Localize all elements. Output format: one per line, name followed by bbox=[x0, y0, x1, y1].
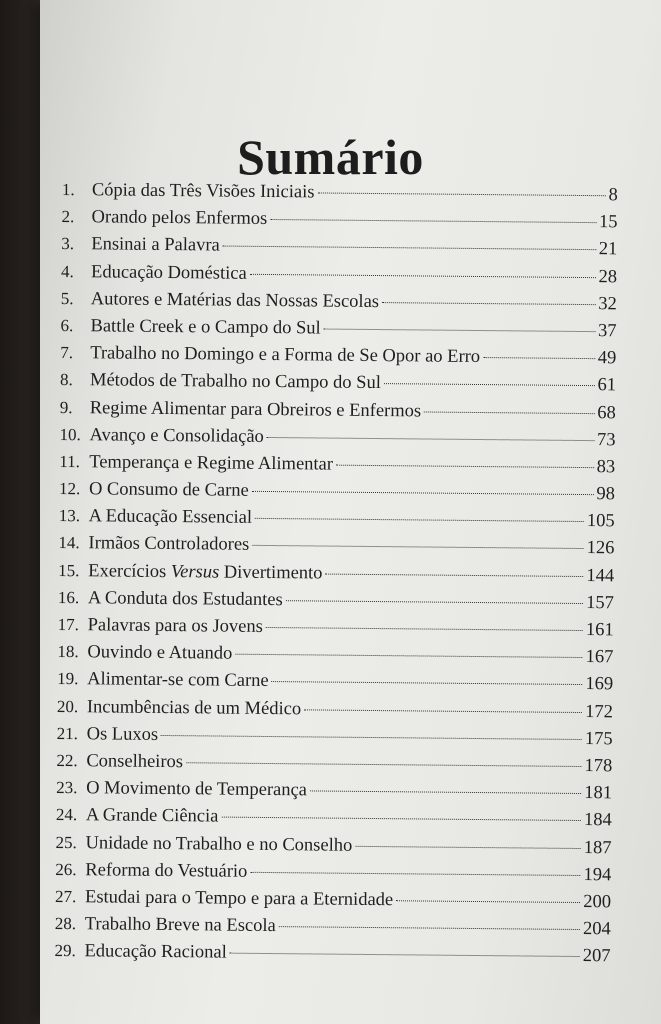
dot-leader bbox=[310, 791, 581, 795]
toc-entry-title: Trabalho no Domingo e a Forma de Se Opor ao Erro bbox=[90, 343, 481, 368]
toc-entry-number: 24. bbox=[55, 805, 78, 825]
dot-leader bbox=[396, 900, 580, 903]
dot-leader bbox=[324, 328, 595, 332]
dot-leader bbox=[267, 437, 594, 441]
toc-entry-title-part: Divertimento bbox=[223, 562, 323, 584]
toc-entry-number: 25. bbox=[55, 832, 77, 852]
toc-entry-title: Avanço e Consolidação bbox=[89, 424, 264, 447]
toc-entry-title: Palavras para os Jovens bbox=[87, 615, 263, 637]
toc-entry bbox=[55, 910, 611, 943]
toc-entry-title: Battle Creek e o Campo do Sul bbox=[90, 316, 321, 339]
toc-entry-title: O Movimento de Temperança bbox=[86, 778, 308, 801]
toc-entry-page-number: 178 bbox=[584, 755, 613, 777]
dot-leader bbox=[250, 872, 580, 876]
toc-entry-title: Irmãos Controladores bbox=[88, 533, 250, 556]
toc-entry-number: 20. bbox=[56, 696, 79, 716]
dot-leader bbox=[424, 411, 594, 414]
dot-leader bbox=[270, 219, 596, 223]
dot-leader bbox=[221, 817, 581, 821]
dot-leader bbox=[230, 953, 580, 957]
toc-entry bbox=[57, 638, 613, 671]
dot-leader bbox=[317, 192, 605, 196]
toc-entry-page-number: 61 bbox=[597, 375, 617, 396]
dot-leader bbox=[355, 845, 581, 848]
toc-entry-page-number: 49 bbox=[597, 348, 617, 369]
toc-entry-number: 15. bbox=[58, 560, 80, 580]
toc-entry-number: 26. bbox=[55, 859, 77, 879]
toc-entry-number: 2. bbox=[61, 207, 75, 227]
toc-entry-number: 8. bbox=[59, 370, 73, 390]
toc-entry-number: 19. bbox=[57, 669, 79, 689]
dot-leader bbox=[252, 545, 583, 549]
toc-entry-title: Temperança e Regime Alimentar bbox=[89, 452, 334, 475]
dot-leader bbox=[483, 357, 595, 359]
toc-entry-title: Os Luxos bbox=[86, 724, 159, 745]
toc-entry bbox=[60, 339, 616, 372]
toc-entry bbox=[57, 693, 613, 726]
toc-entry-title: Alimentar-se com Carne bbox=[87, 669, 269, 692]
toc-entry-title: A Educação Essencial bbox=[88, 506, 253, 529]
toc-entry-page-number: 184 bbox=[583, 810, 612, 831]
toc-entry bbox=[59, 475, 615, 508]
toc-entry-number: 23. bbox=[56, 778, 78, 798]
toc-entry-page-number: 21 bbox=[598, 239, 618, 260]
toc-entry bbox=[56, 801, 612, 834]
toc-entry-title-italic: Versus bbox=[170, 561, 220, 583]
toc-entry bbox=[57, 665, 613, 698]
toc-entry bbox=[61, 203, 617, 236]
dot-leader bbox=[235, 654, 582, 658]
dot-leader bbox=[223, 246, 596, 251]
toc-entry bbox=[58, 529, 614, 562]
toc-entry-page-number: 207 bbox=[582, 946, 611, 967]
toc-entry-title: Autores e Matérias das Nossas Escolas bbox=[90, 289, 380, 312]
dot-leader bbox=[279, 926, 580, 930]
toc-entry-number: 22. bbox=[56, 750, 78, 771]
toc-entry bbox=[59, 421, 615, 454]
toc-entry-title: Conselheiros bbox=[86, 751, 184, 773]
toc-entry-title bbox=[88, 558, 323, 587]
toc-entry-number: 18. bbox=[57, 642, 79, 662]
toc-entry-page-number: 172 bbox=[585, 701, 613, 722]
toc-entry bbox=[58, 611, 614, 644]
toc-entry-title: Regime Alimentar para Obreiros e Enfermos bbox=[89, 397, 422, 421]
toc-entry-page-number: 73 bbox=[596, 429, 616, 451]
dot-leader bbox=[272, 681, 583, 685]
toc-entry bbox=[60, 312, 616, 345]
toc-entry-title: Estudai para o Tempo e para a Eternidade bbox=[84, 887, 394, 911]
toc-entry-page-number: 28 bbox=[598, 266, 618, 287]
dot-leader bbox=[286, 600, 583, 604]
dot-leader bbox=[186, 762, 582, 767]
toc-entry bbox=[58, 557, 614, 590]
toc-entry bbox=[55, 856, 611, 889]
toc-entry-title: A Conduta dos Estudantes bbox=[87, 588, 283, 610]
toc-entry-page-number: 157 bbox=[586, 592, 615, 614]
toc-entry bbox=[57, 720, 613, 753]
toc-entry-title: Educação Racional bbox=[84, 941, 227, 963]
toc-entry-number: 14. bbox=[58, 533, 80, 553]
dot-leader bbox=[252, 491, 594, 495]
toc-entry-page-number: 8 bbox=[608, 185, 618, 206]
toc-entry-page-number: 175 bbox=[584, 728, 613, 750]
toc-entry-page-number: 68 bbox=[597, 402, 616, 423]
toc-entry-page-number: 169 bbox=[585, 674, 614, 695]
toc-entry-title: Reforma do Vestuário bbox=[85, 859, 248, 882]
toc-entry-number: 21. bbox=[56, 723, 78, 743]
toc-entry-page-number: 32 bbox=[598, 293, 617, 315]
toc-entry bbox=[59, 502, 615, 535]
dot-leader bbox=[382, 302, 595, 305]
toc-entry-number: 1. bbox=[61, 179, 75, 200]
toc-entry-title: Educação Doméstica bbox=[90, 261, 247, 284]
toc-entry bbox=[55, 828, 611, 861]
toc-entry-title: O Consumo de Carne bbox=[88, 479, 249, 501]
toc-entry-page-number: 187 bbox=[583, 837, 612, 858]
dot-leader bbox=[336, 465, 594, 468]
toc-entry bbox=[56, 747, 612, 780]
toc-entry-number: 3. bbox=[61, 234, 75, 254]
toc-entry bbox=[61, 258, 617, 291]
toc-entry-page-number: 200 bbox=[583, 891, 612, 913]
dot-leader bbox=[161, 735, 582, 740]
toc-entry-title: Unidade no Trabalho e no Conselho bbox=[85, 832, 353, 856]
toc-entry bbox=[59, 448, 615, 481]
toc-entry bbox=[60, 366, 616, 399]
dot-leader bbox=[325, 573, 583, 576]
toc-entry-number: 4. bbox=[60, 261, 74, 281]
page-title: Sumário bbox=[237, 128, 424, 185]
dot-leader bbox=[266, 627, 583, 631]
dot-leader bbox=[384, 383, 595, 386]
dot-leader bbox=[304, 709, 582, 713]
toc-entry-number: 5. bbox=[60, 288, 74, 308]
toc-entry bbox=[58, 584, 614, 617]
toc-entry-number: 28. bbox=[54, 914, 77, 934]
toc-entry-number: 29. bbox=[54, 941, 76, 961]
toc-entry-page-number: 105 bbox=[586, 511, 615, 532]
toc-entry-title: Trabalho Breve na Escola bbox=[84, 914, 276, 937]
toc-entry-title: Métodos de Trabalho no Campo do Sul bbox=[89, 370, 381, 394]
toc-entry bbox=[56, 774, 612, 807]
toc-entry bbox=[60, 393, 616, 426]
toc-entry-title: Incumbências de um Médico bbox=[86, 696, 302, 719]
toc-entry-number: 12. bbox=[58, 479, 81, 499]
toc-entry-page-number: 181 bbox=[584, 783, 613, 804]
toc-entry-page-number: 83 bbox=[596, 457, 616, 478]
toc-entry-number: 16. bbox=[57, 587, 80, 607]
toc-entry-title: Cópia das Três Visões Iniciais bbox=[91, 180, 315, 203]
toc-entry bbox=[54, 937, 610, 970]
toc-entry-number: 11. bbox=[59, 451, 80, 472]
dot-leader bbox=[250, 273, 596, 277]
toc-entry-page-number: 98 bbox=[596, 484, 616, 505]
toc-entry-number: 6. bbox=[60, 315, 74, 336]
toc-entry-title: Ensinai a Palavra bbox=[91, 234, 220, 256]
toc-entry-page-number: 144 bbox=[586, 565, 615, 586]
toc-entry-page-number: 15 bbox=[598, 212, 618, 233]
toc-entry-page-number: 167 bbox=[585, 647, 614, 668]
toc-entry-page-number: 194 bbox=[583, 864, 612, 885]
toc-entry bbox=[62, 176, 618, 209]
toc-entry-number: 27. bbox=[54, 886, 77, 907]
toc-entry-title-part: Exercícios bbox=[88, 560, 167, 582]
toc-entry-title: A Grande Ciência bbox=[85, 805, 219, 827]
toc-entry-number: 7. bbox=[60, 343, 74, 363]
toc-entry bbox=[55, 883, 611, 916]
toc-entry-number: 9. bbox=[59, 397, 73, 417]
toc-entry-number: 13. bbox=[58, 506, 81, 526]
toc-entry-title: Orando pelos Enfermos bbox=[91, 207, 268, 230]
toc-entry bbox=[61, 285, 617, 318]
toc-entry-title: Ouvindo e Atuando bbox=[87, 642, 233, 664]
dot-leader bbox=[255, 518, 584, 522]
toc-entry bbox=[61, 230, 617, 263]
toc-entry-number: 17. bbox=[57, 614, 80, 635]
table-of-contents bbox=[54, 176, 618, 970]
toc-entry-page-number: 161 bbox=[585, 620, 614, 641]
toc-entry-page-number: 37 bbox=[597, 321, 617, 342]
toc-entry-page-number: 126 bbox=[586, 538, 615, 559]
toc-entry-number: 10. bbox=[59, 424, 81, 444]
toc-entry-page-number: 204 bbox=[582, 919, 611, 940]
